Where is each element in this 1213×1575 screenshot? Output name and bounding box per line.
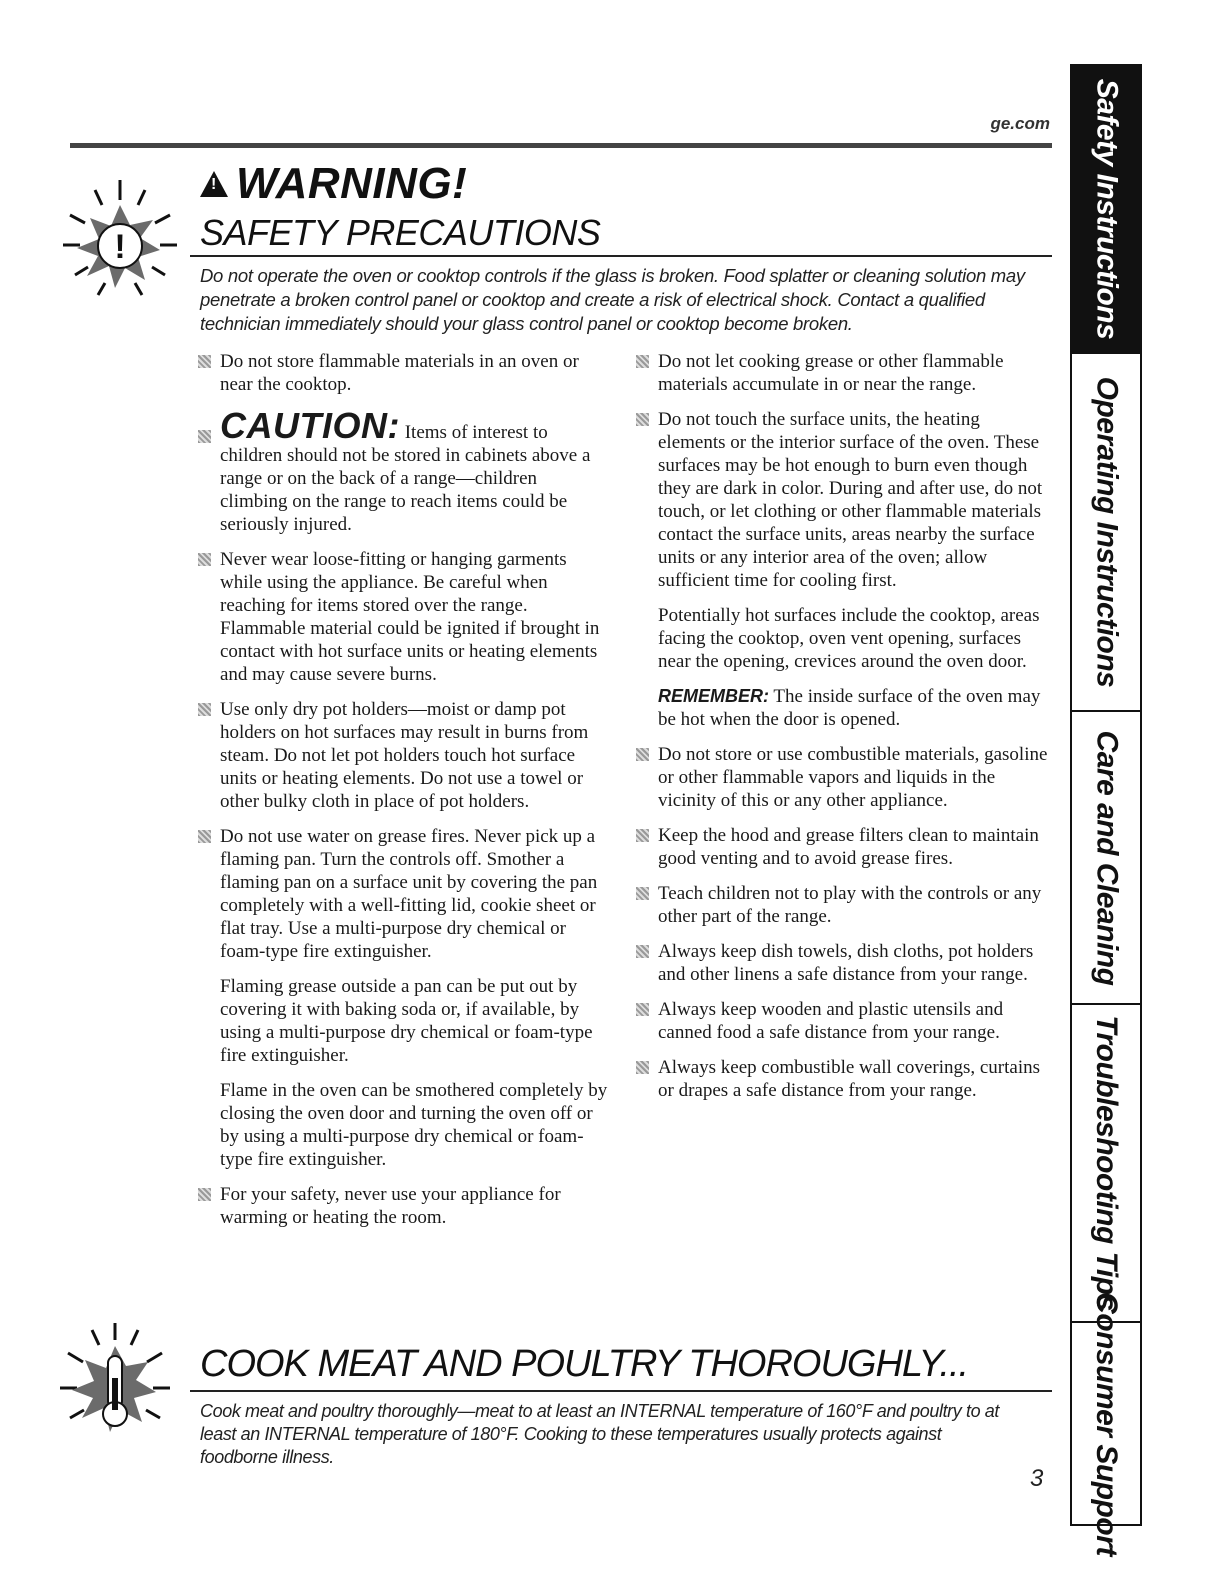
tab-operating-instructions[interactable]: Operating Instructions xyxy=(1072,354,1140,712)
bullet-icon xyxy=(636,355,649,368)
caution-item: CAUTION: Items of interest to children should not be stored in cabinets above a range or on the back of a range—children climbing on the range to reach items could be seriously injured. xyxy=(198,408,608,536)
list-item: Do not touch the surface units, the heating elements or the interior surface of the oven. These surfaces may be hot enough to burn even though they are dark in color. During and after use, do not touch, or let clothing or other flammable materials contact the surface units, areas nearby the surface units or any interior area of the oven; allow sufficient time for cooling first. xyxy=(636,408,1048,592)
list-item: Use only dry pot holders—moist or damp pot holders on hot surfaces may result in burns from steam. Do not let pot holders touch hot surface units or heating elements. Do not use a towel or other bulky cloth in place of pot holders. xyxy=(198,698,608,813)
bullet-icon xyxy=(636,413,649,426)
bullet-icon xyxy=(636,748,649,761)
bullet-icon xyxy=(198,830,211,843)
warning-triangle-icon xyxy=(200,171,228,197)
bullet-icon xyxy=(198,355,211,368)
cook-rule xyxy=(190,1390,1052,1392)
warning-title-text: WARNING! xyxy=(236,159,468,208)
list-item: Teach children not to play with the controls or any other part of the range. xyxy=(636,882,1048,928)
list-item: Do not use water on grease fires. Never pick up a flaming pan. Turn the controls off. Smother a flaming pan on a surface unit by covering the pan completely with a well-fitting lid, cookie sheet or flat tray. Use a multi-purpose dry chemical or foam-type fire extinguisher. xyxy=(198,825,608,963)
list-item: Always keep dish towels, dish cloths, pot holders and other linens a safe distance from your range. xyxy=(636,940,1048,986)
list-item: Keep the hood and grease filters clean to maintain good venting and to avoid grease fires. xyxy=(636,824,1048,870)
bullet-icon xyxy=(198,430,211,443)
heading-rule xyxy=(190,255,1052,257)
remember-label: REMEMBER: xyxy=(658,686,769,706)
list-item: Do not store flammable materials in an oven or near the cooktop. xyxy=(198,350,608,396)
list-item: Do not let cooking grease or other flammable materials accumulate in or near the range. xyxy=(636,350,1048,396)
warning-burst-icon xyxy=(35,160,205,330)
bullet-icon xyxy=(636,1003,649,1016)
right-column xyxy=(636,350,1048,1114)
list-item: Always keep combustible wall coverings, curtains or drapes a safe distance from your range. xyxy=(636,1056,1048,1102)
tab-troubleshooting-tips[interactable]: Troubleshooting Tips xyxy=(1072,1005,1140,1323)
thermometer-burst-icon xyxy=(30,1318,200,1468)
cook-heading: COOK MEAT AND POULTRY THOROUGHLY... xyxy=(200,1343,969,1385)
cook-text: Cook meat and poultry thoroughly—meat to at least an INTERNAL temperature of 160°F and poultry to at least an INTERNAL temperature of 180°F. Cooking to these temperatures usually protects against foodborne illness. xyxy=(200,1401,999,1467)
bullet-icon xyxy=(198,703,211,716)
tab-care-and-cleaning[interactable]: Care and Cleaning xyxy=(1072,712,1140,1005)
page-number: 3 xyxy=(1030,1465,1044,1492)
bullet-icon xyxy=(636,829,649,842)
bullet-icon xyxy=(636,887,649,900)
remember-note: REMEMBER: The inside surface of the oven may be hot when the door is opened. xyxy=(658,686,1041,730)
list-item: Always keep wooden and plastic utensils and canned food a safe distance from your range. xyxy=(636,998,1048,1044)
paragraph: Potentially hot surfaces include the cooktop, areas facing the cooktop, oven vent opening, surfaces near the opening, crevices around the oven door. xyxy=(658,605,1040,672)
bullet-icon xyxy=(636,945,649,958)
safety-precautions-heading: SAFETY PRECAUTIONS xyxy=(200,212,601,253)
warning-title xyxy=(200,159,468,208)
bullet-icon xyxy=(198,553,211,566)
paragraph: Flame in the oven can be smothered completely by closing the oven door and turning the oven off or by using a multi-purpose dry chemical or foam-type fire extinguisher. xyxy=(220,1080,608,1170)
left-column xyxy=(198,350,608,1241)
top-rule xyxy=(70,143,1052,148)
paragraph: Flaming grease outside a pan can be put out by covering it with baking soda or, if available, by using a multi-purpose dry chemical or foam-type fire extinguisher. xyxy=(220,976,593,1066)
section-tabs xyxy=(1070,64,1142,1556)
bullet-icon xyxy=(198,1188,211,1201)
tab-safety-instructions[interactable]: Safety Instructions xyxy=(1072,66,1140,354)
list-item: For your safety, never use your appliance for warming or heating the room. xyxy=(198,1183,608,1229)
list-item: Do not store or use combustible materials, gasoline or other flammable vapors and liquids in the vicinity of this or any other appliance. xyxy=(636,743,1048,812)
tab-consumer-support[interactable]: Consumer Support xyxy=(1090,1291,1124,1556)
caution-label: CAUTION: xyxy=(220,405,400,446)
site-label[interactable]: ge.com xyxy=(990,114,1050,133)
warning-intro: Do not operate the oven or cooktop controls if the glass is broken. Food splatter or cleaning solution may penetrate a broken control panel or cooktop and create a risk of electrical shock. Contact a qualified technician immediately should your glass control panel or cooktop become broken. xyxy=(200,265,1025,334)
svg-text:!: ! xyxy=(114,228,126,266)
bullet-icon xyxy=(636,1061,649,1074)
list-item: Never wear loose-fitting or hanging garments while using the appliance. Be careful when reaching for items stored over the range. Flammable material could be ignited if brought in contact with hot surface units or heating elements and may cause severe burns. xyxy=(198,548,608,686)
